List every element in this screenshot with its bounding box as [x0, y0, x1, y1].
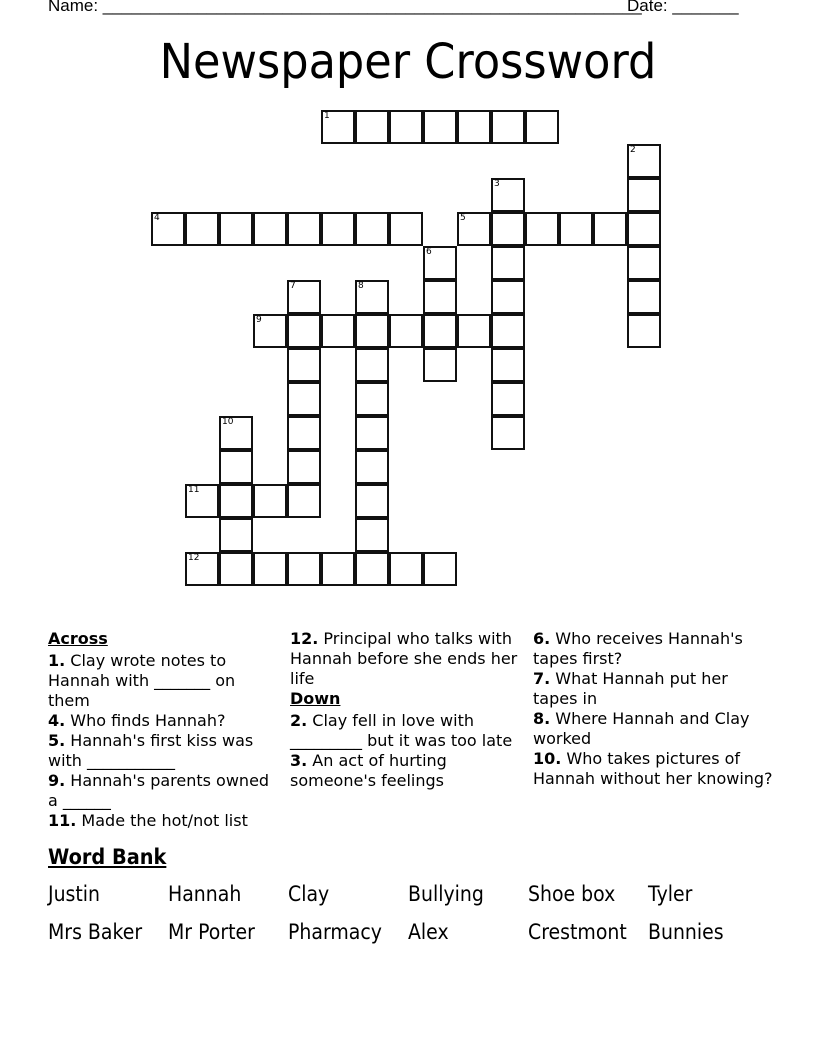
date-field[interactable]: Date: _______ [627, 0, 739, 15]
name-field[interactable]: Name: _________________________________________________________ [48, 0, 642, 15]
crossword-cell[interactable] [185, 212, 219, 246]
word-bank-item: Mr Porter [168, 920, 255, 944]
clue-number: 7 [290, 281, 296, 291]
crossword-cell[interactable] [287, 416, 321, 450]
clue-down-6: 6. Who receives Hannah's tapes first? [533, 629, 743, 668]
crossword-cell[interactable] [491, 246, 525, 280]
crossword-cell[interactable] [185, 552, 219, 586]
crossword-cell[interactable] [355, 450, 389, 484]
clue-number: 10 [222, 417, 234, 427]
crossword-cell[interactable] [491, 416, 525, 450]
crossword-cell[interactable] [525, 212, 559, 246]
crossword-cell[interactable] [287, 484, 321, 518]
crossword-cell[interactable] [287, 314, 321, 348]
word-bank-item: Crestmont [528, 920, 627, 944]
word-bank-title: Word Bank [48, 845, 167, 869]
crossword-cell[interactable] [253, 314, 287, 348]
crossword-cell[interactable] [627, 178, 661, 212]
crossword-cell[interactable] [423, 280, 457, 314]
crossword-cell[interactable] [321, 212, 355, 246]
clue-across-5: 5. Hannah's first kiss was with ___________ [48, 731, 254, 770]
crossword-cell[interactable] [491, 110, 525, 144]
word-bank-item: Shoe box [528, 882, 616, 906]
clue-down-8: 8. Where Hannah and Clay worked [533, 709, 750, 748]
crossword-cell[interactable] [151, 212, 185, 246]
crossword-cell[interactable] [219, 484, 253, 518]
crossword-cell[interactable] [559, 212, 593, 246]
crossword-cell[interactable] [287, 382, 321, 416]
clue-across-4: 4. Who finds Hannah? [48, 711, 226, 730]
crossword-cell[interactable] [355, 280, 389, 314]
crossword-cell[interactable] [457, 314, 491, 348]
clues-column-2 [290, 629, 522, 791]
crossword-cell[interactable] [355, 416, 389, 450]
crossword-cell[interactable] [355, 484, 389, 518]
clue-across-9: 9. Hannah's parents owned a ______ [48, 771, 270, 810]
crossword-cell[interactable] [389, 314, 423, 348]
crossword-cell[interactable] [355, 348, 389, 382]
crossword-cell[interactable] [219, 416, 253, 450]
crossword-cell[interactable] [525, 110, 559, 144]
crossword-cell[interactable] [491, 382, 525, 416]
crossword-cell[interactable] [389, 552, 423, 586]
crossword-cell[interactable] [627, 144, 661, 178]
word-bank-item: Mrs Baker [48, 920, 143, 944]
crossword-cell[interactable] [287, 450, 321, 484]
crossword-cell[interactable] [219, 552, 253, 586]
crossword-cell[interactable] [423, 348, 457, 382]
crossword-cell[interactable] [627, 246, 661, 280]
crossword-cell[interactable] [491, 178, 525, 212]
word-bank-item: Justin [48, 882, 101, 906]
crossword-cell[interactable] [457, 110, 491, 144]
crossword-cell[interactable] [423, 110, 457, 144]
clue-number: 9 [256, 315, 262, 325]
crossword-cell[interactable] [423, 552, 457, 586]
crossword-cell[interactable] [321, 314, 355, 348]
clue-number: 5 [460, 213, 466, 223]
crossword-cell[interactable] [491, 212, 525, 246]
crossword-cell[interactable] [185, 484, 219, 518]
crossword-cell[interactable] [287, 212, 321, 246]
clue-number: 12 [188, 553, 200, 563]
crossword-cell[interactable] [627, 280, 661, 314]
crossword-cell[interactable] [593, 212, 627, 246]
crossword-cell[interactable] [287, 552, 321, 586]
clue-number: 8 [358, 281, 364, 291]
word-bank-item: Clay [288, 882, 330, 906]
crossword-cell[interactable] [253, 484, 287, 518]
clue-number: 4 [154, 213, 160, 223]
clue-down-3: 3. An act of hurting someone's feelings [290, 751, 447, 790]
crossword-cell[interactable] [423, 246, 457, 280]
page-title: Newspaper Crossword [159, 34, 657, 90]
word-bank-item: Pharmacy [288, 920, 382, 944]
crossword-cell[interactable] [355, 110, 389, 144]
crossword-cell[interactable] [423, 314, 457, 348]
crossword-cell[interactable] [627, 212, 661, 246]
clue-number: 11 [188, 485, 200, 495]
clue-down-10: 10. Who takes pictures of Hannah without her knowing? [533, 749, 773, 788]
crossword-cell[interactable] [253, 212, 287, 246]
crossword-cell[interactable] [491, 348, 525, 382]
crossword-cell[interactable] [355, 552, 389, 586]
down-heading: Down [290, 689, 341, 708]
word-bank-item: Hannah [168, 882, 242, 906]
word-bank-item: Tyler [648, 882, 693, 906]
crossword-cell[interactable] [355, 212, 389, 246]
across-heading: Across [48, 629, 108, 648]
crossword-cell[interactable] [389, 110, 423, 144]
crossword-cell[interactable] [627, 314, 661, 348]
crossword-cell[interactable] [219, 518, 253, 552]
clue-across-1: 1. Clay wrote notes to Hannah with _______ on them [48, 651, 236, 710]
clue-down-7: 7. What Hannah put her tapes in [533, 669, 728, 708]
clues-column-3 [533, 629, 773, 789]
word-bank-item: Bunnies [648, 920, 724, 944]
crossword-cell[interactable] [355, 518, 389, 552]
crossword-cell[interactable] [321, 552, 355, 586]
crossword-cell[interactable] [219, 212, 253, 246]
crossword-cell[interactable] [355, 382, 389, 416]
crossword-cell[interactable] [219, 450, 253, 484]
clue-number: 2 [630, 145, 636, 155]
clue-across-11: 11. Made the hot/not list [48, 811, 248, 830]
crossword-cell[interactable] [457, 212, 491, 246]
crossword-cell[interactable] [355, 314, 389, 348]
word-bank-item: Bullying [408, 882, 484, 906]
crossword-cell[interactable] [321, 110, 355, 144]
crossword-cell[interactable] [253, 552, 287, 586]
clue-number: 3 [494, 179, 500, 189]
word-bank-item: Alex [408, 920, 449, 944]
crossword-cell[interactable] [491, 314, 525, 348]
clue-across-12: 12. Principal who talks with Hannah before she ends her life [290, 629, 518, 688]
clue-down-2: 2. Clay fell in love with _________ but it was too late [290, 711, 513, 750]
clues-column-1 [48, 629, 280, 831]
clue-number: 1 [324, 111, 330, 121]
crossword-cell[interactable] [287, 348, 321, 382]
clue-number: 6 [426, 247, 432, 257]
crossword-cell[interactable] [287, 280, 321, 314]
crossword-cell[interactable] [389, 212, 423, 246]
crossword-cell[interactable] [491, 280, 525, 314]
